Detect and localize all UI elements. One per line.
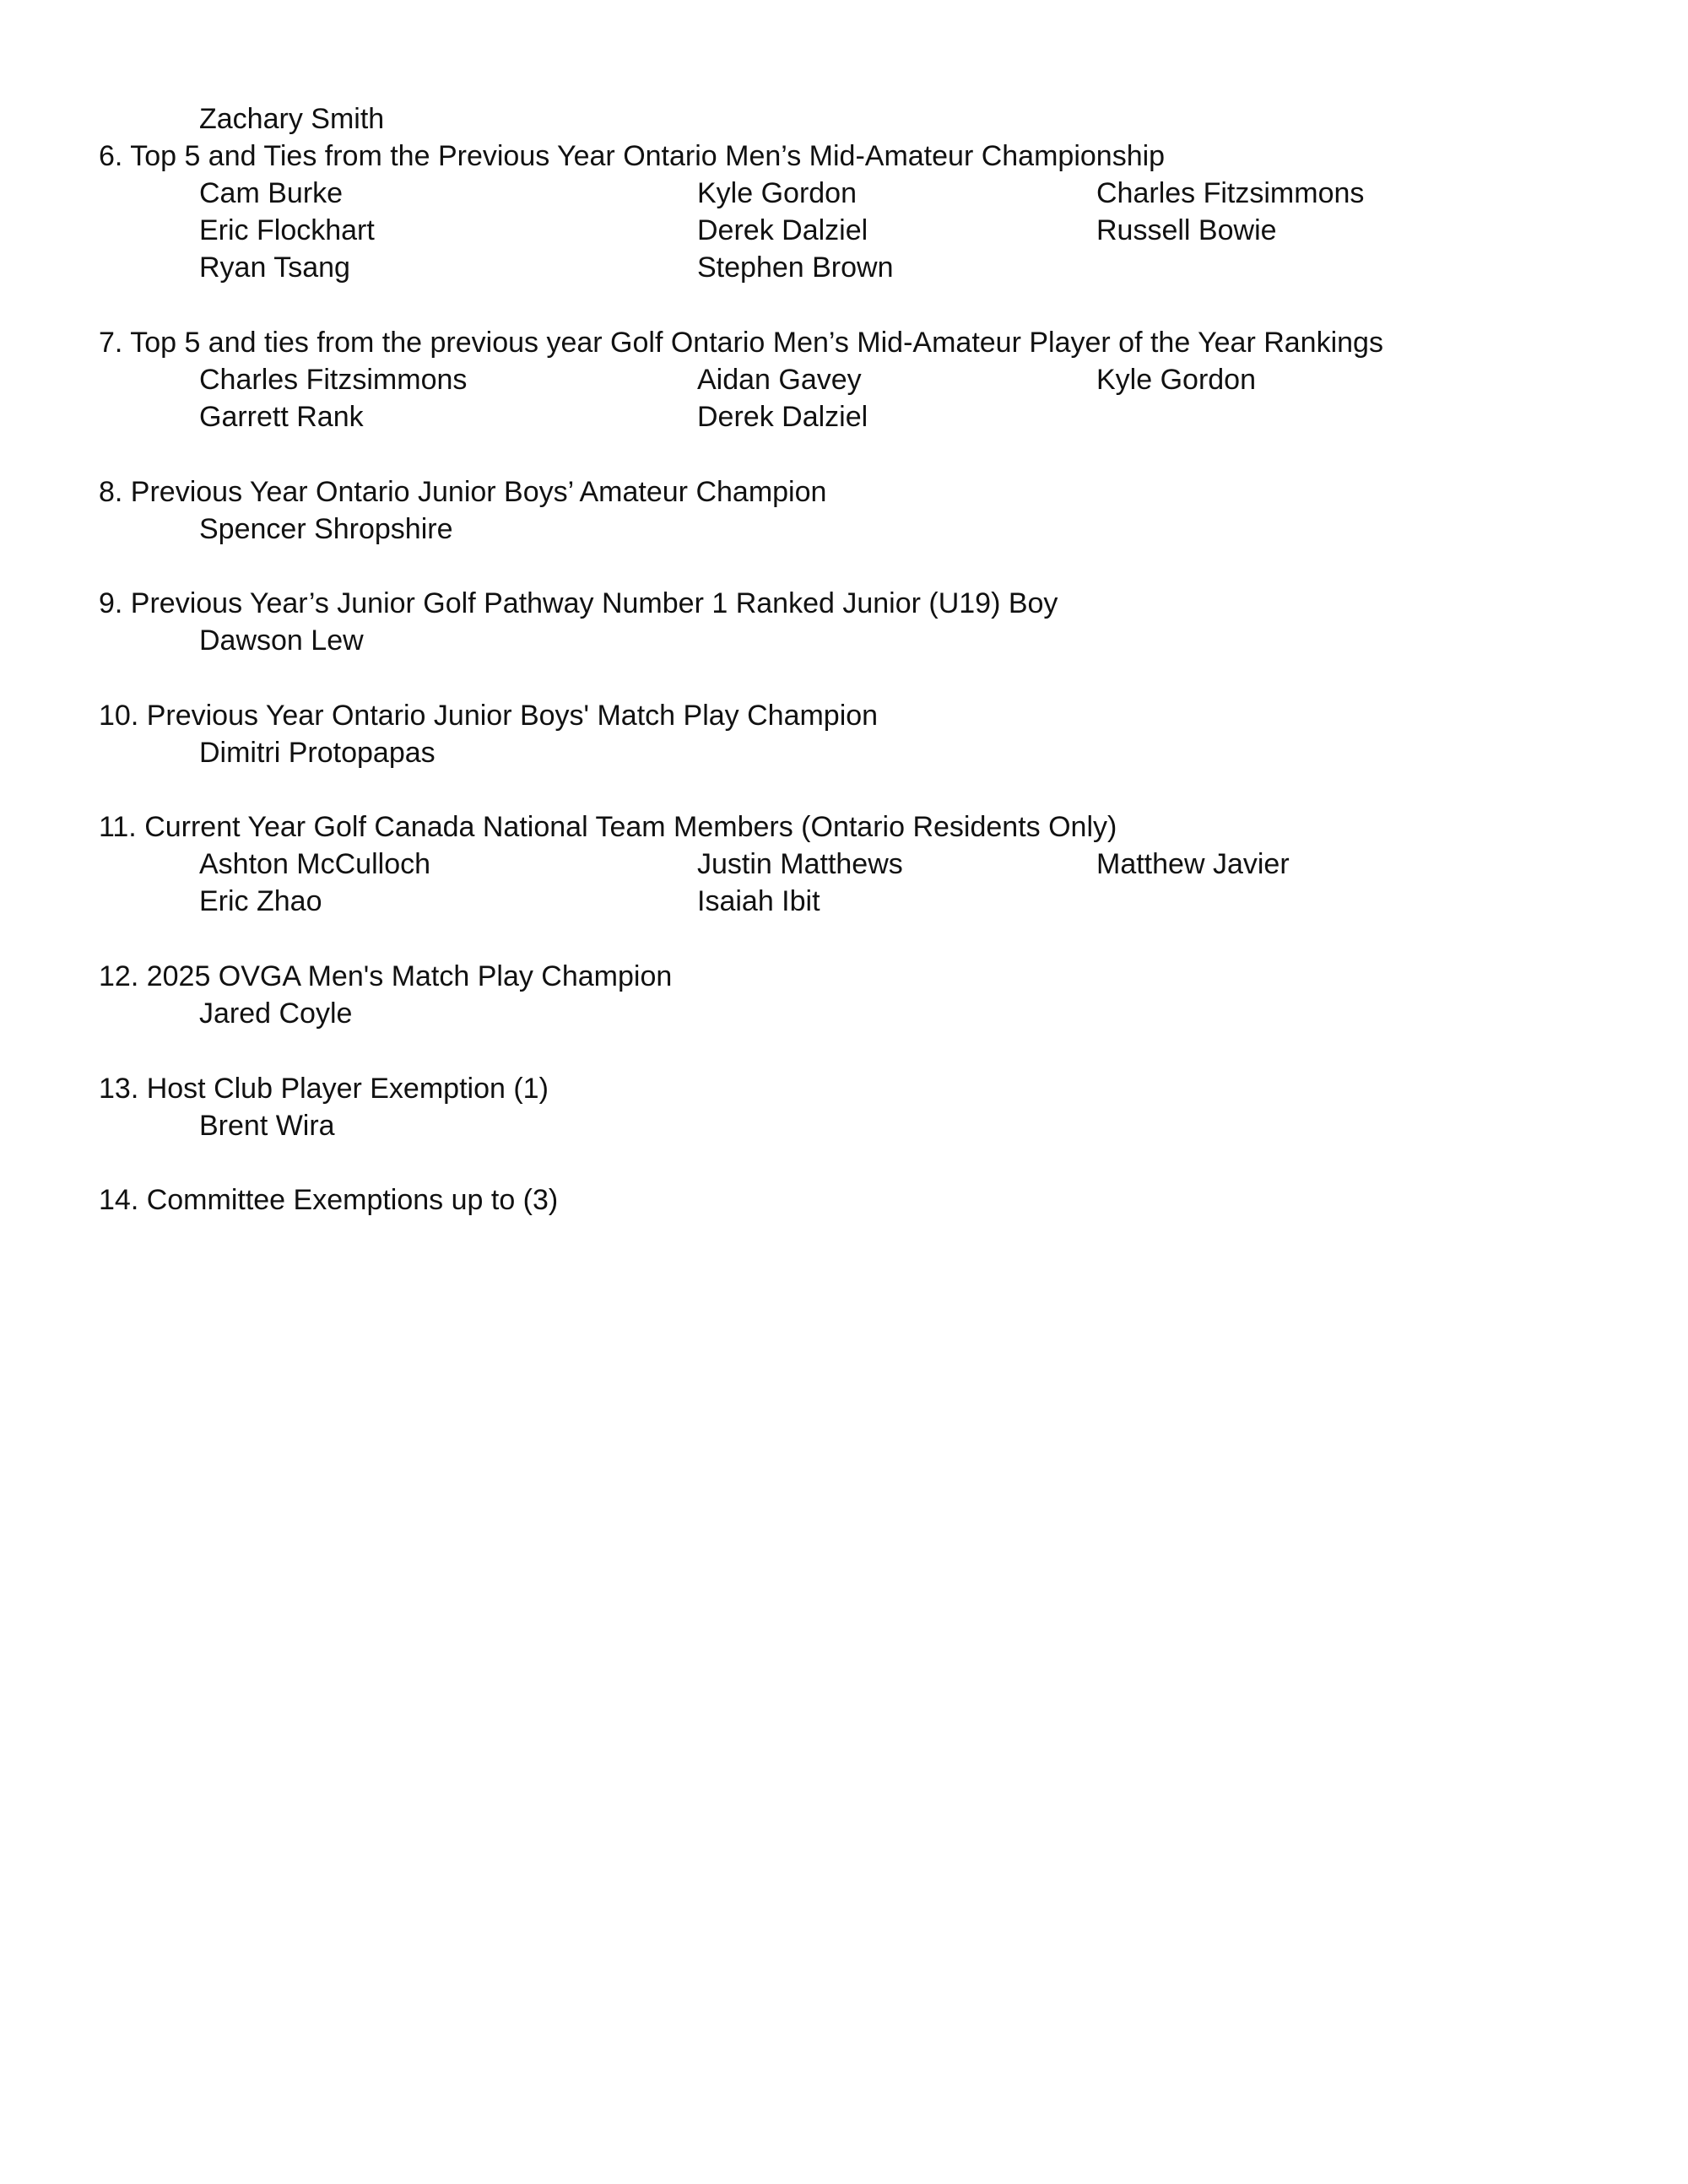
player-name: Russell Bowie	[1096, 214, 1277, 246]
section-heading: 10. Previous Year Ontario Junior Boys' Match Play Champion	[99, 700, 879, 732]
section-heading: 8. Previous Year Ontario Junior Boys’ Amateur Champion	[99, 476, 827, 508]
player-name: Kyle Gordon	[697, 177, 857, 209]
section-heading: 9. Previous Year’s Junior Golf Pathway Number 1 Ranked Junior (U19) Boy	[99, 587, 1058, 619]
player-name: Justin Matthews	[697, 848, 903, 880]
player-name: Matthew Javier	[1096, 848, 1290, 880]
carryover-name: Zachary Smith	[199, 103, 385, 135]
player-name: Kyle Gordon	[1096, 364, 1256, 396]
player-name: Dawson Lew	[199, 624, 364, 657]
player-name: Cam Burke	[199, 177, 344, 209]
player-name: Dimitri Protopapas	[199, 737, 436, 769]
player-name: Stephen Brown	[697, 251, 894, 284]
player-name: Charles Fitzsimmons	[1096, 177, 1365, 209]
player-name: Aidan Gavey	[697, 364, 862, 396]
player-name: Brent Wira	[199, 1110, 335, 1142]
player-name: Spencer Shropshire	[199, 513, 453, 545]
section-heading: 7. Top 5 and ties from the previous year Golf Ontario Men’s Mid-Amateur Player of the Year Rankings	[99, 327, 1383, 359]
player-name: Jared Coyle	[199, 997, 353, 1030]
player-name: Derek Dalziel	[697, 214, 868, 246]
section-heading: 13. Host Club Player Exemption (1)	[99, 1073, 549, 1105]
section-heading: 12. 2025 OVGA Men's Match Play Champion	[99, 960, 673, 992]
section-heading: 11. Current Year Golf Canada National Team Members (Ontario Residents Only)	[99, 811, 1117, 843]
section-heading: 6. Top 5 and Ties from the Previous Year Ontario Men’s Mid-Amateur Championship	[99, 140, 1166, 172]
player-name: Isaiah Ibit	[697, 885, 820, 917]
player-name: Eric Flockhart	[199, 214, 375, 246]
player-name: Eric Zhao	[199, 885, 322, 917]
player-name: Garrett Rank	[199, 401, 364, 433]
player-name: Ashton McCulloch	[199, 848, 431, 880]
player-name: Charles Fitzsimmons	[199, 364, 468, 396]
section-heading: 14. Committee Exemptions up to (3)	[99, 1184, 559, 1216]
player-name: Ryan Tsang	[199, 251, 350, 284]
player-name: Derek Dalziel	[697, 401, 868, 433]
